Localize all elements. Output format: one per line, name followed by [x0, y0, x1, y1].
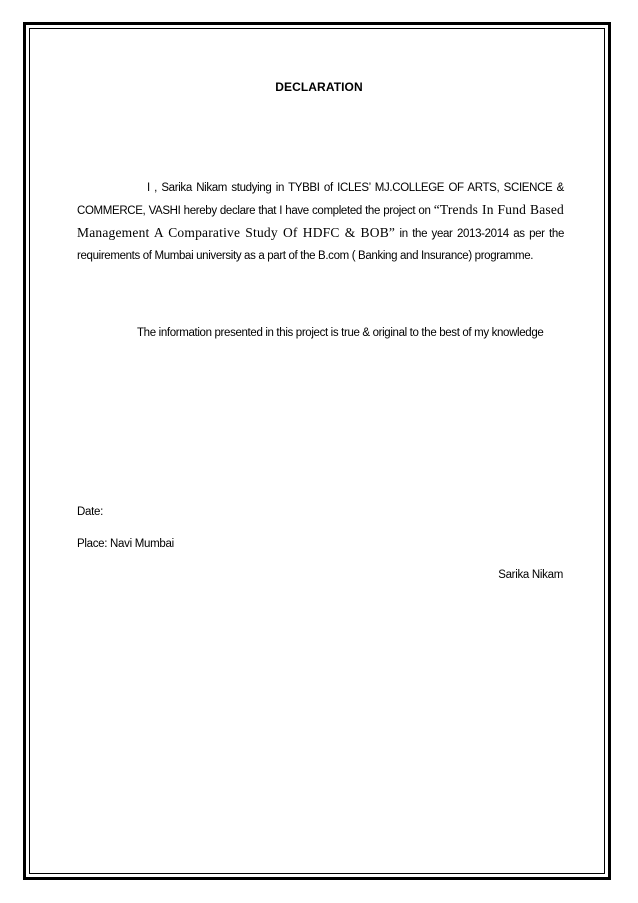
information-text: The information presented in this project is true & original to the best of my knowledge	[137, 327, 544, 339]
declaration-text-end: in the year 2013-2014 as per the requirements of Mumbai university as a part of the B.com ( Banking and Insurance) programme.	[77, 228, 564, 262]
project-title-text: “Trends In Fund Based Management A Comparative Study Of HDFC & BOB”	[77, 202, 565, 240]
place-label: Place: Navi Mumbai	[77, 538, 174, 550]
information-paragraph	[77, 322, 564, 344]
page-border-inner	[29, 28, 605, 874]
date-label: Date:	[77, 506, 103, 518]
page-title: DECLARATION	[275, 80, 363, 94]
declaration-paragraph	[77, 177, 564, 267]
signature-name: Sarika Nikam	[498, 569, 563, 581]
declaration-text-start: I , Sarika Nikam studying in TYBBI of ICLES’ MJ.COLLEGE OF ARTS, SCIENCE & COMMERCE, VASHI hereby declare that I have completed the project on	[77, 182, 564, 217]
